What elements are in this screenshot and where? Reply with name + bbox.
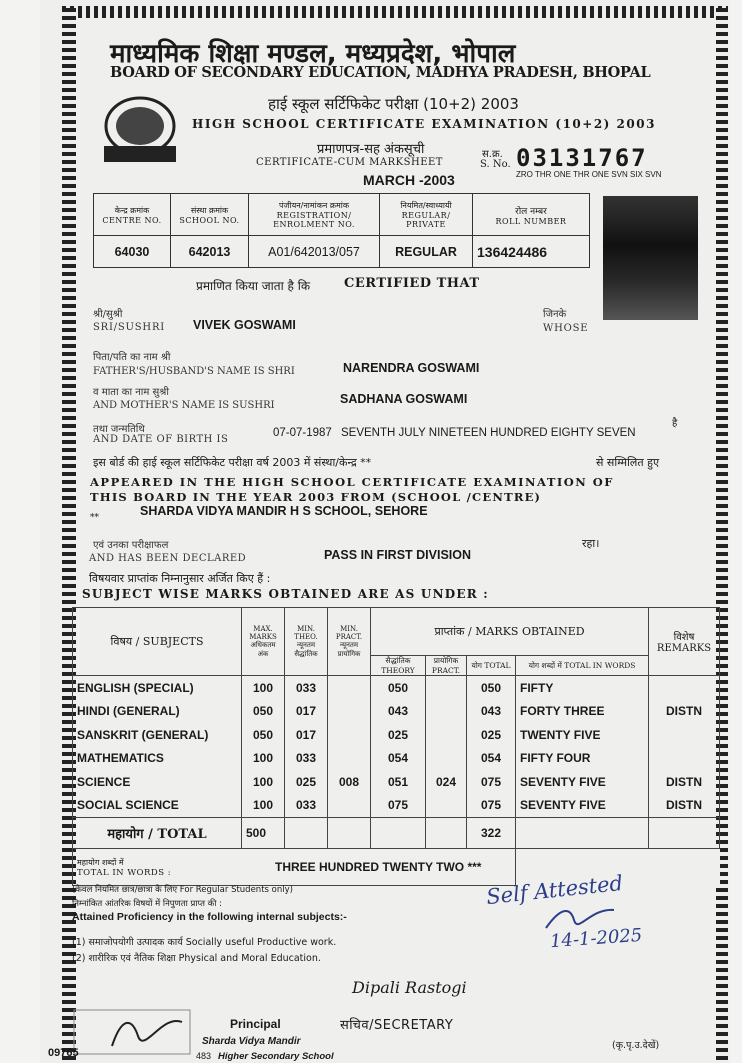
attest-date: 14-1-2025 bbox=[549, 924, 643, 953]
marks-row bbox=[73, 794, 720, 818]
marks-cell-min-theo: 017 bbox=[285, 723, 328, 747]
internal-hindi: निम्नांकित आंतरिक विषयों में निपुणता प्राप्त की : bbox=[72, 899, 223, 909]
marks-cell-min-pract bbox=[328, 747, 371, 771]
marks-cell-theory: 025 bbox=[371, 723, 426, 747]
border-top bbox=[62, 6, 728, 18]
name-label-english: SRI/SUSHRI bbox=[93, 322, 166, 333]
doc-type-hindi: प्रमाणपत्र-सह अंकसूची bbox=[317, 142, 425, 157]
header-regular-hi: नियमित/स्वाध्यायी bbox=[400, 201, 452, 210]
mother-name: SADHANA GOSWAMI bbox=[340, 392, 468, 406]
marks-cell-remarks: DISTN bbox=[649, 794, 720, 818]
principal-num: 483 bbox=[196, 1051, 212, 1061]
serial-number-words: ZRO THR ONE THR ONE SVN SIX SVN bbox=[516, 170, 662, 179]
appeared-hindi: इस बोर्ड की हाई स्कूल सर्टिफिकेट परीक्षा वर्ष 2003 में संस्था/केन्द्र ** bbox=[93, 456, 372, 469]
student-photo bbox=[603, 196, 698, 320]
regular-note: (केवल नियमित छात्र/छात्रा के लिए For Regular Students only) bbox=[72, 885, 293, 895]
header-registration-en: REGISTRATION/ ENROLMENT NO. bbox=[273, 211, 355, 229]
col-total: योग TOTAL bbox=[467, 656, 516, 676]
marks-cell-subject: HINDI (GENERAL) bbox=[73, 700, 242, 724]
marks-cell-remarks bbox=[649, 747, 720, 771]
marks-cell-theory: 050 bbox=[371, 676, 426, 700]
exam-title-english: HIGH SCHOOL CERTIFICATE EXAMINATION (10+2) 2003 bbox=[192, 117, 656, 131]
serial-number: 03131767 bbox=[516, 144, 648, 172]
total-words-label-hindi: महायोग शब्दों में bbox=[77, 857, 124, 867]
header-school-en: SCHOOL NO. bbox=[179, 215, 240, 225]
session: MARCH -2003 bbox=[363, 172, 455, 188]
name-label-hindi: श्री/सुश्री bbox=[93, 309, 123, 320]
marks-cell-theory: 075 bbox=[371, 794, 426, 818]
result-value: PASS IN FIRST DIVISION bbox=[324, 548, 472, 562]
marks-cell-remarks: DISTN bbox=[649, 700, 720, 724]
marks-cell-total: 075 bbox=[467, 770, 516, 794]
centre-no: 64030 bbox=[94, 236, 171, 268]
marks-row bbox=[73, 723, 720, 747]
dob: 07-07-1987 bbox=[273, 427, 332, 439]
marks-cell-pract bbox=[426, 676, 467, 700]
father-name: NARENDRA GOSWAMI bbox=[343, 361, 480, 375]
marks-cell-min-pract bbox=[328, 676, 371, 700]
self-attested-note: Self Attested bbox=[485, 870, 625, 910]
header-centre-hi: केन्द्र क्रमांक bbox=[114, 205, 150, 215]
principal-school-line2: Higher Secondary School bbox=[218, 1051, 334, 1062]
marks-row bbox=[73, 676, 720, 700]
marks-cell-total: 043 bbox=[467, 700, 516, 724]
candidate-info-table bbox=[93, 193, 590, 268]
principal-stamp-icon bbox=[72, 1006, 192, 1058]
subject-line-english: SUBJECT WISE MARKS OBTAINED ARE AS UNDER : bbox=[82, 587, 489, 601]
border-right bbox=[716, 8, 728, 1063]
sno-label-hindi: स.क्र. bbox=[482, 149, 503, 160]
marks-cell-words: TWENTY FIVE bbox=[516, 723, 649, 747]
dob-suffix: है bbox=[672, 418, 678, 429]
marks-cell-total: 050 bbox=[467, 676, 516, 700]
marks-cell-subject: ENGLISH (SPECIAL) bbox=[73, 676, 242, 700]
appeared-english-line1: APPEARED IN THE HIGH SCHOOL CERTIFICATE EXAMINATION OF bbox=[90, 475, 614, 489]
marks-cell-theory: 043 bbox=[371, 700, 426, 724]
mother-label-hindi: व माता का नाम सुश्री bbox=[93, 387, 169, 398]
marks-cell-subject: SOCIAL SCIENCE bbox=[73, 794, 242, 818]
marks-cell-words: FIFTY bbox=[516, 676, 649, 700]
internal-english: Attained Proficiency in the following internal subjects:- bbox=[72, 911, 347, 923]
father-label-hindi: पिता/पति का नाम श्री bbox=[93, 352, 171, 363]
school-no: 642013 bbox=[171, 236, 249, 268]
secretary-signature: Dipali Rastogi bbox=[352, 978, 467, 997]
col-words: योग शब्दों में TOTAL IN WORDS bbox=[516, 656, 649, 676]
marks-cell-words: SEVENTY FIVE bbox=[516, 770, 649, 794]
marks-cell-min-theo: 033 bbox=[285, 676, 328, 700]
col-max: MAX. MARKS अधिकतम अंक bbox=[242, 608, 285, 676]
marks-row bbox=[73, 747, 720, 771]
roll-number: 136424486 bbox=[473, 236, 590, 268]
marks-cell-subject: SANSKRIT (GENERAL) bbox=[73, 723, 242, 747]
school-stars: ** bbox=[90, 513, 99, 523]
col-min-pract: MIN. PRACT. न्यूनतम प्रायोगिक bbox=[328, 608, 371, 676]
col-pract: प्रायोगिक PRACT. bbox=[426, 656, 467, 676]
marks-cell-min-theo: 017 bbox=[285, 700, 328, 724]
marks-cell-min-pract bbox=[328, 723, 371, 747]
marks-cell-max: 050 bbox=[242, 700, 285, 724]
marks-cell-theory: 054 bbox=[371, 747, 426, 771]
marks-cell-max: 100 bbox=[242, 794, 285, 818]
col-obtained: प्राप्तांक / MARKS OBTAINED bbox=[371, 608, 649, 656]
col-remarks: विशेष REMARKS bbox=[649, 608, 720, 676]
board-title-hindi: माध्यमिक शिक्षा मण्डल, मध्यप्रदेश, भोपाल bbox=[110, 39, 516, 69]
whose-english: WHOSE bbox=[543, 323, 589, 334]
registration-no: A01/642013/057 bbox=[249, 236, 380, 268]
total-words-label-english: TOTAL IN WORDS : bbox=[77, 867, 172, 878]
marks-cell-pract bbox=[426, 700, 467, 724]
marks-cell-pract bbox=[426, 723, 467, 747]
marks-cell-max: 100 bbox=[242, 747, 285, 771]
board-seal-icon bbox=[100, 94, 180, 164]
marks-cell-min-pract bbox=[328, 794, 371, 818]
result-label-hindi: एवं उनका परीक्षाफल bbox=[93, 540, 169, 551]
marks-cell-theory: 051 bbox=[371, 770, 426, 794]
marks-cell-words: SEVENTY FIVE bbox=[516, 794, 649, 818]
header-roll-en: ROLL NUMBER bbox=[495, 216, 567, 226]
principal-school-line1: Sharda Vidya Mandir bbox=[202, 1036, 301, 1047]
marks-cell-remarks bbox=[649, 723, 720, 747]
marks-cell-words: FORTY THREE bbox=[516, 700, 649, 724]
pto-note: (कृ.पृ.उ.देखें) bbox=[612, 1040, 660, 1051]
marks-cell-subject: SCIENCE bbox=[73, 770, 242, 794]
marks-cell-max: 050 bbox=[242, 723, 285, 747]
marks-cell-pract bbox=[426, 794, 467, 818]
total-max: 500 bbox=[242, 818, 285, 849]
result-suffix-hindi: रहा। bbox=[582, 537, 600, 550]
marks-cell-remarks: DISTN bbox=[649, 770, 720, 794]
student-name: VIVEK GOSWAMI bbox=[193, 318, 296, 332]
marks-cell-total: 025 bbox=[467, 723, 516, 747]
marks-cell-total: 054 bbox=[467, 747, 516, 771]
result-label-english: AND HAS BEEN DECLARED bbox=[89, 553, 247, 564]
exam-title-hindi: हाई स्कूल सर्टिफिकेट परीक्षा (10+2) 2003 bbox=[268, 95, 519, 113]
marks-cell-max: 100 bbox=[242, 676, 285, 700]
internal-item-2: (2) शारीरिक एवं नैतिक शिक्षा Physical and Moral Education. bbox=[72, 953, 321, 964]
total-obtained: 322 bbox=[467, 818, 516, 849]
marks-table bbox=[72, 607, 720, 886]
marks-cell-words: FIFTY FOUR bbox=[516, 747, 649, 771]
dob-words: SEVENTH JULY NINETEEN HUNDRED EIGHTY SEVEN bbox=[341, 427, 636, 439]
header-centre-en: CENTRE NO. bbox=[102, 215, 162, 225]
marks-row bbox=[73, 700, 720, 724]
dob-label-hindi: तथा जन्मतिथि bbox=[93, 424, 145, 435]
certified-english: CERTIFIED THAT bbox=[344, 276, 480, 291]
marks-cell-max: 100 bbox=[242, 770, 285, 794]
school-name: SHARDA VIDYA MANDIR H S SCHOOL, SEHORE bbox=[140, 504, 428, 518]
header-school-hi: संस्था क्रमांक bbox=[190, 205, 229, 215]
total-label: महायोग / TOTAL bbox=[73, 818, 242, 849]
col-theory: सैद्धांतिक THEORY bbox=[371, 656, 426, 676]
marks-cell-total: 075 bbox=[467, 794, 516, 818]
marks-cell-pract bbox=[426, 747, 467, 771]
total-words: THREE HUNDRED TWENTY TWO *** bbox=[242, 849, 516, 886]
mother-label-english: AND MOTHER'S NAME IS SUSHRI bbox=[93, 400, 275, 411]
marks-cell-remarks bbox=[649, 676, 720, 700]
marks-cell-pract: 024 bbox=[426, 770, 467, 794]
marks-cell-min-pract: 008 bbox=[328, 770, 371, 794]
whose-hindi: जिनके bbox=[543, 309, 567, 320]
header-regular-en: REGULAR/ PRIVATE bbox=[401, 211, 451, 229]
subject-line-hindi: विषयवार प्राप्तांक निम्नानुसार अर्जित किए हैं : bbox=[89, 572, 271, 585]
appeared-suffix-hindi: से सम्मिलित हुए bbox=[596, 456, 660, 469]
sno-label-english: S. No. bbox=[480, 159, 511, 170]
dob-label-english: AND DATE OF BIRTH IS bbox=[93, 434, 229, 445]
marks-cell-min-theo: 025 bbox=[285, 770, 328, 794]
marks-cell-min-theo: 033 bbox=[285, 794, 328, 818]
certified-hindi: प्रमाणित किया जाता है कि bbox=[196, 279, 311, 293]
header-roll-hi: रोल नम्बर bbox=[515, 206, 547, 217]
appeared-english-line2: THIS BOARD IN THE YEAR 2003 FROM (SCHOOL /CENTRE) bbox=[90, 490, 542, 504]
header-registration-hi: पंजीयन/नामांकन क्रमांक bbox=[279, 201, 349, 210]
board-title-english: BOARD OF SECONDARY EDUCATION, MADHYA PRADESH, BHOPAL bbox=[110, 64, 651, 81]
secretary-label: सचिव/SECRETARY bbox=[340, 1018, 454, 1033]
marks-cell-min-pract bbox=[328, 700, 371, 724]
doc-type-english: CERTIFICATE-CUM MARKSHEET bbox=[256, 157, 443, 168]
marks-cell-min-theo: 033 bbox=[285, 747, 328, 771]
col-subjects: विषय / SUBJECTS bbox=[73, 608, 242, 676]
principal-label: Principal bbox=[230, 1017, 281, 1031]
bottom-number: 09765 bbox=[48, 1047, 79, 1059]
col-min-theo: MIN. THEO. न्यूनतम सैद्धांतिक bbox=[285, 608, 328, 676]
regular-private: REGULAR bbox=[380, 236, 473, 268]
father-label-english: FATHER'S/HUSBAND'S NAME IS SHRI bbox=[93, 366, 295, 377]
marks-cell-subject: MATHEMATICS bbox=[73, 747, 242, 771]
internal-item-1: (1) समाजोपयोगी उत्पादक कार्य Socially useful Productive work. bbox=[72, 937, 337, 948]
marks-row bbox=[73, 770, 720, 794]
